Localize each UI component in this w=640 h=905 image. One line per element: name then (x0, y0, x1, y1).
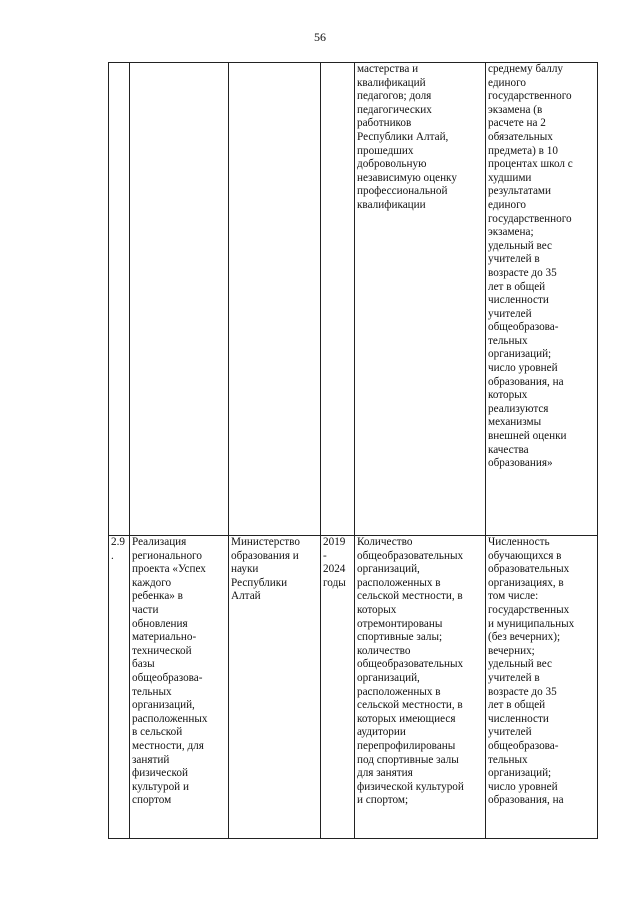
cell-number (109, 63, 130, 536)
cell-indicator: мастерства и квалификаций педагогов; доля педагогических работников Республики Алтай, прошедших добровольную независимую оценку профессиональной квалификации (355, 63, 486, 536)
cell-number: 2.9 . (109, 536, 130, 839)
cell-indicator: Количество общеобразовательных организаций, расположенных в сельской местности, в которых отремонтированы спортивные залы; количество общеобразовательных организаций, расположенных в сельской местности, в которых имеющиеся аудитории перепрофилированы под спортивные залы для занятия физической культурой и спортом; (355, 536, 486, 839)
table-row (109, 536, 598, 839)
cell-executor (229, 63, 321, 536)
cell-period: 2019 - 2024 годы (321, 536, 355, 839)
cell-event: Реализация регионального проекта «Успех каждого ребенка» в части обновления материально- технической базы общеобразова- тельных организаций, расположенных в сельской местности, для занятий физической культурой и спортом (130, 536, 229, 839)
cell-event (130, 63, 229, 536)
cell-result: Численность обучающихся в образовательных организациях, в том числе: государственных и муниципальных (без вечерних); вечерних; удельный вес учителей в возрасте до 35 лет в общей численности учителей общеобразова- тельных организаций; число уровней образования, на (486, 536, 598, 839)
cell-result: среднему баллу единого государственного экзамена (в расчете на 2 обязательных предмета) в 10 процентах школ с худшими результатами единого государственного экзамена; удельный вес учителей в возрасте до 35 лет в общей численности учителей общеобразова- тельных организаций; число уровней образования, на которых реализуются механизмы внешней оценки качества образования» (486, 63, 598, 536)
cell-period (321, 63, 355, 536)
page-number: 56 (314, 30, 326, 44)
table-row (109, 63, 598, 536)
program-table (108, 62, 598, 839)
cell-executor: Министерство образования и науки Республики Алтай (229, 536, 321, 839)
